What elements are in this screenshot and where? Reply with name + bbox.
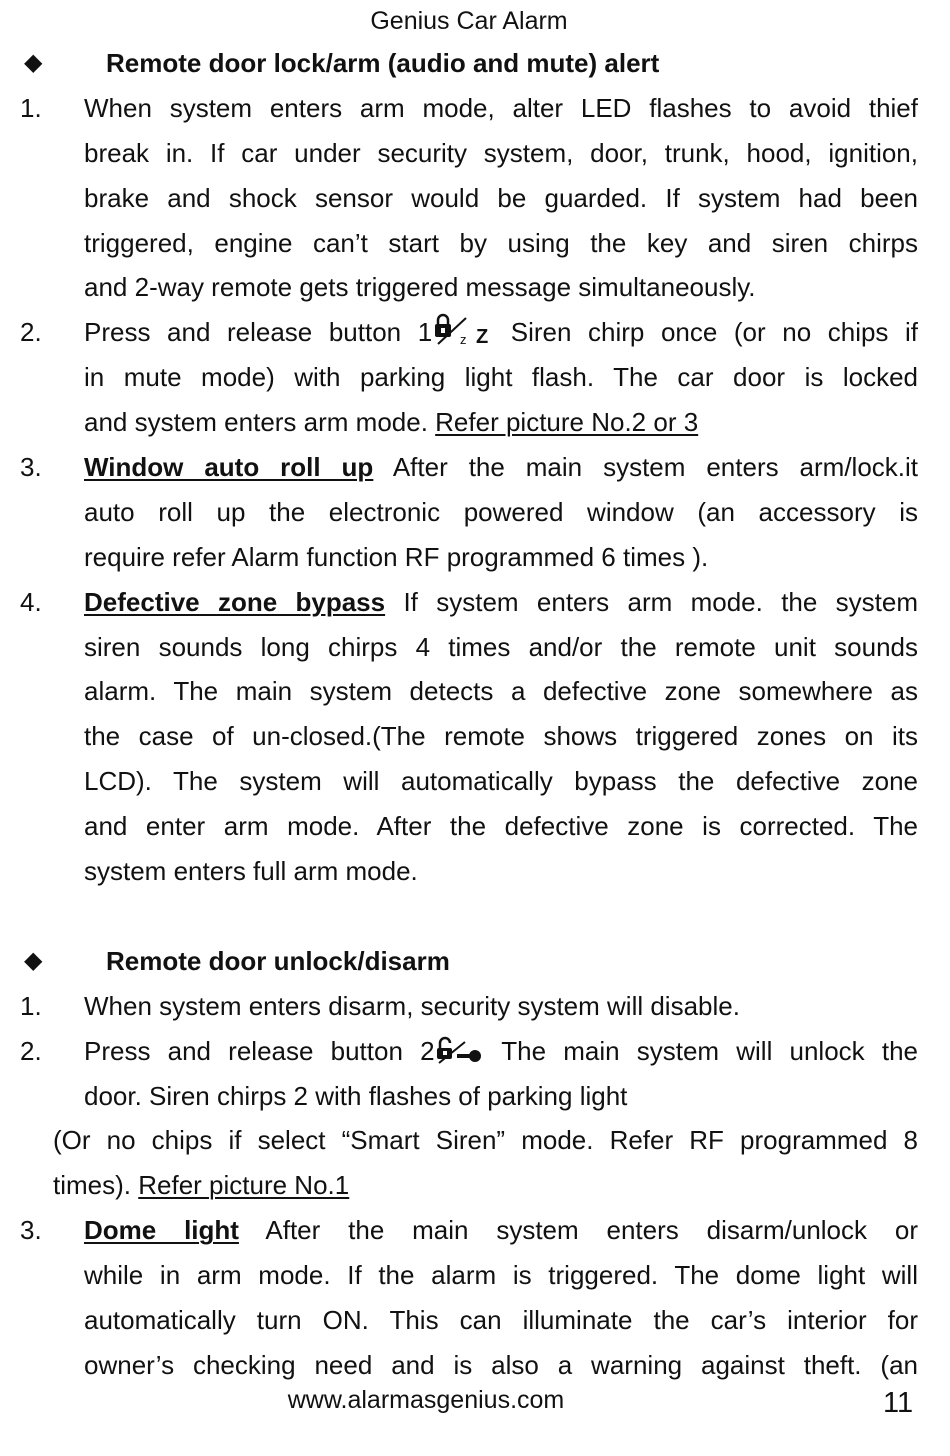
item-text: Press and release button	[84, 1035, 403, 1066]
diamond-bullet-icon: ◆	[24, 946, 43, 974]
item-title: Dome light	[84, 1215, 239, 1246]
section-heading-text: Remote door unlock/disarm	[106, 945, 450, 976]
diamond-bullet-icon: ◆	[24, 49, 43, 76]
list-item	[0, 580, 950, 625]
item-text-line: system enters full arm mode.	[84, 856, 418, 887]
item-title: Defective zone bypass	[84, 586, 386, 617]
item-text-line: brake and shock sensor would be guarded. If system had been	[84, 182, 918, 213]
item-text: Press and release button	[84, 317, 402, 348]
text-line	[0, 221, 950, 266]
text-line	[0, 1253, 950, 1298]
item-text-line: LCD). The system will automatically bypass the defective zone	[84, 766, 918, 797]
text-line	[0, 1118, 950, 1163]
footer-url: www.alarmasgenius.com	[287, 1386, 565, 1414]
list-item	[0, 86, 950, 131]
text-line	[0, 1298, 950, 1343]
item-text-line: and 2-way remote gets triggered message simultaneously.	[84, 272, 756, 303]
item-text: After the main system enters arm/lock.it	[392, 452, 919, 483]
page-number: 11	[883, 1387, 914, 1419]
picture-reference: Refer picture No.1	[138, 1170, 350, 1201]
item-text-line: When system enters arm mode, alter LED flashes to avoid thief	[84, 92, 918, 123]
item-title: Window auto roll up	[84, 452, 374, 483]
item-number: 2.	[20, 1035, 42, 1066]
text-line	[0, 759, 950, 804]
item-number: 2.	[20, 317, 42, 348]
text-line	[0, 131, 950, 176]
button-number: 2	[420, 1035, 435, 1066]
item-text-line: siren sounds long chirps 4 times and/or the remote unit sounds	[84, 631, 918, 662]
item-number: 3.	[20, 1215, 42, 1246]
item-text-line: the case of un-closed.(The remote shows triggered zones on its	[84, 721, 918, 752]
list-item	[0, 984, 950, 1029]
item-text-line: door. Siren chirps 2 with flashes of parking light	[84, 1080, 628, 1111]
item-text-line	[84, 400, 698, 445]
item-text-line: automatically turn ON. This can illuminate the car’s interior for	[84, 1305, 918, 1336]
item-text-line	[84, 1208, 918, 1253]
item-text-line: auto roll up the electronic powered window (an accessory is	[84, 496, 918, 527]
item-text-line	[53, 1163, 349, 1208]
list-item	[0, 1208, 950, 1253]
item-number: 1.	[20, 92, 42, 123]
text-line	[0, 490, 950, 535]
text-line	[0, 1343, 950, 1388]
list-item	[0, 445, 950, 490]
item-text-line: owner’s checking need and is also a warning against theft. (an	[84, 1349, 918, 1380]
text-line	[0, 265, 950, 310]
item-number: 4.	[20, 586, 42, 617]
text-line	[0, 535, 950, 580]
item-text: Siren chirp once (or no chips if	[510, 317, 918, 348]
text-line	[0, 1074, 950, 1119]
item-text-line: require refer Alarm function RF programmed 6 times ).	[84, 541, 709, 572]
lock-arm-icon	[432, 313, 494, 361]
item-text-line: in mute mode) with parking light flash. The car door is locked	[84, 362, 918, 393]
text-line	[0, 176, 950, 221]
list-item	[0, 1029, 950, 1074]
svg-text:z: z	[460, 332, 467, 348]
page-content	[0, 41, 950, 1388]
section-heading-unlock-disarm	[0, 939, 950, 984]
text-line	[0, 1163, 950, 1208]
svg-text:Z: Z	[476, 326, 489, 348]
item-number: 1.	[20, 990, 42, 1021]
item-text-line: triggered, engine can’t start by using the key and siren chirps	[84, 227, 918, 258]
item-number: 3.	[20, 452, 42, 483]
item-text-line	[84, 580, 918, 625]
picture-reference: Refer picture No.2 or 3	[435, 407, 699, 438]
item-text-line: (Or no chips if select “Smart Siren” mode. Refer RF programmed 8	[53, 1125, 918, 1156]
item-text: The main system will unlock the	[501, 1035, 918, 1066]
section-heading-text: Remote door lock/arm (audio and mute) alert	[106, 48, 660, 78]
item-text: times).	[53, 1170, 131, 1201]
item-text-line: alarm. The main system detects a defective zone somewhere as	[84, 676, 918, 707]
item-text-line	[84, 310, 918, 361]
item-text-line	[84, 1029, 918, 1080]
item-text-line: and enter arm mode. After the defective zone is corrected. The	[84, 811, 918, 842]
text-line	[0, 400, 950, 445]
text-line	[0, 714, 950, 759]
text-line	[0, 355, 950, 400]
item-text-line: When system enters disarm, security system will disable.	[84, 990, 740, 1021]
item-text: If system enters arm mode. the system	[403, 586, 919, 617]
item-text-line	[84, 445, 918, 490]
item-text: and system enters arm mode.	[84, 407, 428, 438]
page-header: Genius Car Alarm	[370, 7, 568, 35]
item-text-line: while in arm mode. If the alarm is triggered. The dome light will	[84, 1260, 918, 1291]
section-spacer	[0, 894, 950, 939]
button-number: 1	[417, 317, 433, 348]
section-heading-lock-arm	[0, 41, 950, 86]
text-line	[0, 669, 950, 714]
list-item	[0, 310, 950, 355]
text-line	[0, 804, 950, 849]
text-line	[0, 625, 950, 670]
item-text: After the main system enters disarm/unlock or	[265, 1215, 918, 1246]
item-text-line: break in. If car under security system, door, trunk, hood, ignition,	[84, 137, 918, 168]
text-line	[0, 849, 950, 894]
